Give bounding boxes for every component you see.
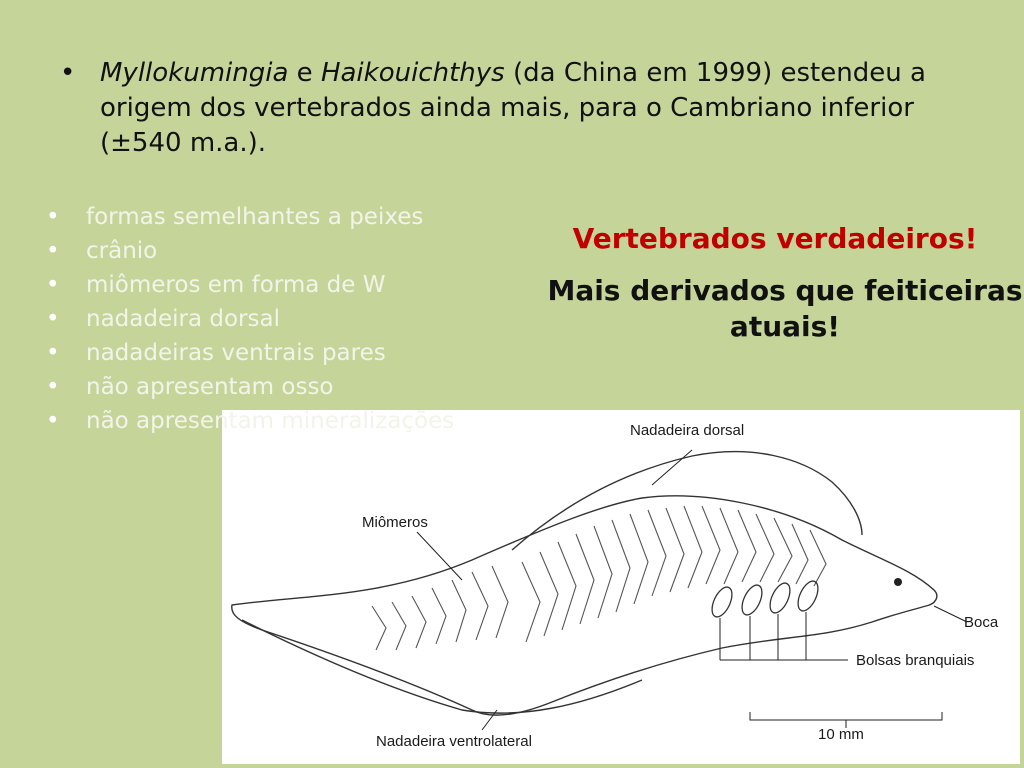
- features-list: [46, 200, 454, 438]
- intro-rest: (da China em 1999) estendeu a origem dos vertebrados ainda mais, para o Cambriano inferior (±540 m.a.).: [100, 58, 926, 158]
- bullet-marker: •: [46, 272, 60, 298]
- label-boca: Boca: [964, 614, 999, 631]
- intro-connector: e: [288, 58, 321, 88]
- feature-text: miômeros em forma de W: [86, 272, 386, 298]
- fish-drawing: [222, 410, 1020, 764]
- eye-icon: [894, 578, 902, 586]
- list-item: [46, 200, 454, 234]
- list-item: [46, 336, 454, 370]
- feature-text: não apresentam mineralizações: [86, 408, 455, 434]
- bullet-marker: •: [46, 374, 60, 400]
- bullet-marker: •: [46, 306, 60, 332]
- bullet-marker: •: [46, 204, 60, 230]
- ventrolateral-fin: [242, 620, 642, 713]
- feature-text: formas semelhantes a peixes: [86, 204, 424, 230]
- leader-bolsas: [720, 612, 848, 660]
- leader-dorsal: [652, 450, 692, 485]
- headline: Vertebrados verdadeiros!: [572, 222, 978, 255]
- bullet-marker: •: [60, 58, 76, 88]
- dorsal-fin: [512, 452, 862, 550]
- fish-illustration: [222, 410, 1020, 764]
- genus-haikouichthys: Haikouichthys: [320, 58, 505, 88]
- label-scale: 10 mm: [818, 726, 864, 743]
- subline: Mais derivados que feiticeiras atuais!: [547, 274, 1023, 343]
- bullet-marker: •: [46, 340, 60, 366]
- list-item: [46, 370, 454, 404]
- list-item: [46, 234, 454, 268]
- label-nadadeira-ventrolateral: Nadadeira ventrolateral: [376, 733, 532, 750]
- leader-boca: [934, 606, 967, 622]
- label-bolsas-branquiais: Bolsas branquiais: [856, 652, 975, 669]
- bullet-marker: •: [46, 238, 60, 264]
- list-item: [46, 302, 454, 336]
- feature-text: nadadeiras ventrais pares: [86, 340, 386, 366]
- body-outline: [232, 496, 937, 715]
- bullet-marker: •: [46, 408, 60, 434]
- gill-pouches: [708, 578, 822, 620]
- list-item: [46, 268, 454, 302]
- list-item: [46, 404, 454, 438]
- intro-paragraph: [60, 56, 980, 161]
- feature-text: não apresentam osso: [86, 374, 334, 400]
- label-miomeros: Miômeros: [362, 514, 428, 531]
- feature-text: crânio: [86, 238, 158, 264]
- label-nadadeira-dorsal: Nadadeira dorsal: [630, 422, 745, 439]
- feature-text: nadadeira dorsal: [86, 306, 280, 332]
- genus-myllokumingia: Myllokumingia: [100, 58, 289, 88]
- intro-text: [100, 56, 980, 161]
